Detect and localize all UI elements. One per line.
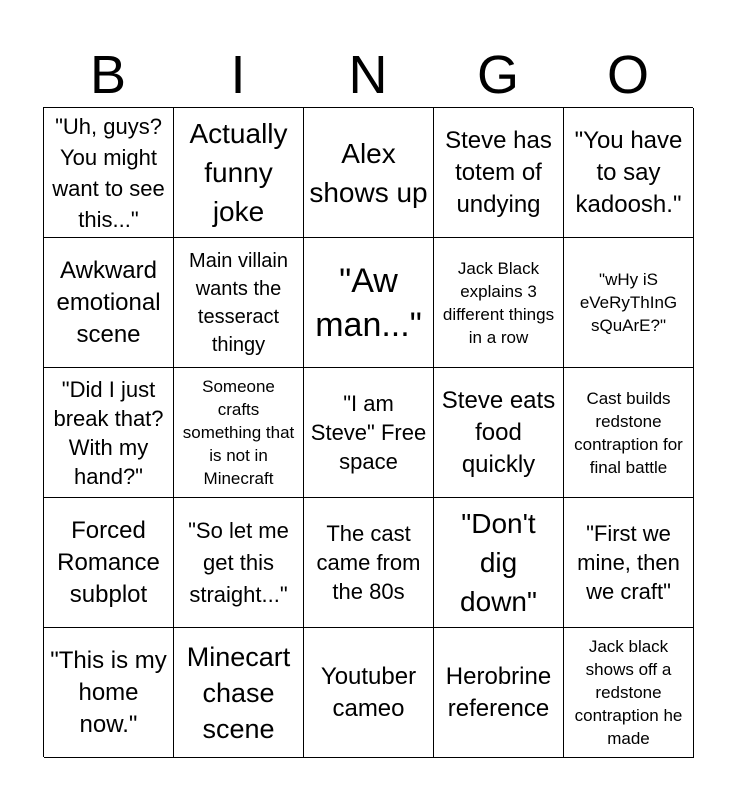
cell-text: Steve eats food quickly bbox=[441, 386, 556, 478]
bingo-cell[interactable] bbox=[174, 498, 304, 628]
bingo-cell[interactable] bbox=[44, 628, 174, 758]
bingo-grid bbox=[43, 107, 693, 757]
cell-text: The cast came from the 80s bbox=[316, 521, 421, 604]
bingo-cell[interactable] bbox=[44, 238, 174, 368]
cell-text: "Aw man..." bbox=[315, 261, 422, 344]
bingo-cell[interactable] bbox=[304, 498, 434, 628]
cell-text: Minecart chase scene bbox=[186, 641, 291, 744]
bingo-cell[interactable] bbox=[434, 238, 564, 368]
bingo-cell[interactable] bbox=[44, 108, 174, 238]
bingo-cell[interactable] bbox=[304, 368, 434, 498]
bingo-cell[interactable] bbox=[304, 238, 434, 368]
cell-text: Youtuber cameo bbox=[320, 662, 417, 722]
cell-text: Jack Black explains 3 different things in a row bbox=[442, 258, 555, 347]
header-letter-o: O bbox=[606, 45, 649, 105]
header-letter-i: I bbox=[230, 45, 246, 105]
bingo-cell[interactable] bbox=[174, 108, 304, 238]
bingo-cell[interactable] bbox=[174, 238, 304, 368]
bingo-cell[interactable] bbox=[174, 628, 304, 758]
bingo-cell[interactable] bbox=[304, 628, 434, 758]
bingo-cell[interactable] bbox=[564, 498, 694, 628]
cell-text: Someone crafts something that is not in Minecraft bbox=[182, 377, 295, 488]
cell-text: "Did I just break that? With my hand?" bbox=[53, 376, 164, 489]
bingo-cell[interactable] bbox=[564, 238, 694, 368]
cell-text: Main villain wants the tesseract thingy bbox=[189, 249, 288, 356]
bingo-header bbox=[43, 46, 693, 104]
bingo-cell[interactable] bbox=[434, 628, 564, 758]
bingo-cell[interactable] bbox=[564, 368, 694, 498]
bingo-cell[interactable] bbox=[44, 498, 174, 628]
header-letter-n: N bbox=[348, 45, 388, 105]
bingo-cell[interactable] bbox=[434, 498, 564, 628]
bingo-cell[interactable] bbox=[434, 368, 564, 498]
cell-text: Forced Romance subplot bbox=[57, 516, 160, 608]
header-letter-b: B bbox=[89, 45, 127, 105]
bingo-cell[interactable] bbox=[44, 368, 174, 498]
bingo-cell[interactable] bbox=[304, 108, 434, 238]
cell-text: Actually funny joke bbox=[189, 118, 288, 227]
bingo-cell[interactable] bbox=[564, 108, 694, 238]
cell-text: Herobrine reference bbox=[445, 662, 552, 722]
cell-text: "wHy iS eVeRyThInG sQuArE?" bbox=[579, 270, 678, 335]
cell-text: "Don't dig down" bbox=[460, 508, 537, 617]
bingo-cell[interactable] bbox=[564, 628, 694, 758]
cell-text: Jack black shows off a redstone contraption he made bbox=[574, 637, 683, 748]
cell-text: "So let me get this straight..." bbox=[188, 517, 289, 607]
cell-text: "First we mine, then we craft" bbox=[577, 521, 680, 604]
bingo-cell[interactable] bbox=[434, 108, 564, 238]
bingo-cell[interactable] bbox=[174, 368, 304, 498]
cell-text: "You have to say kadoosh." bbox=[574, 126, 683, 218]
cell-text: Awkward emotional scene bbox=[56, 256, 161, 348]
cell-text: "This is my home now." bbox=[50, 646, 167, 738]
cell-text: "Uh, guys? You might want to see this..." bbox=[52, 113, 165, 232]
cell-text: Cast builds redstone contraption for final battle bbox=[574, 388, 683, 477]
cell-text: "I am Steve" Free space bbox=[310, 391, 427, 474]
header-letter-g: G bbox=[476, 45, 519, 105]
cell-text: Steve has totem of undying bbox=[445, 126, 552, 218]
cell-text: Alex shows up bbox=[309, 137, 428, 208]
